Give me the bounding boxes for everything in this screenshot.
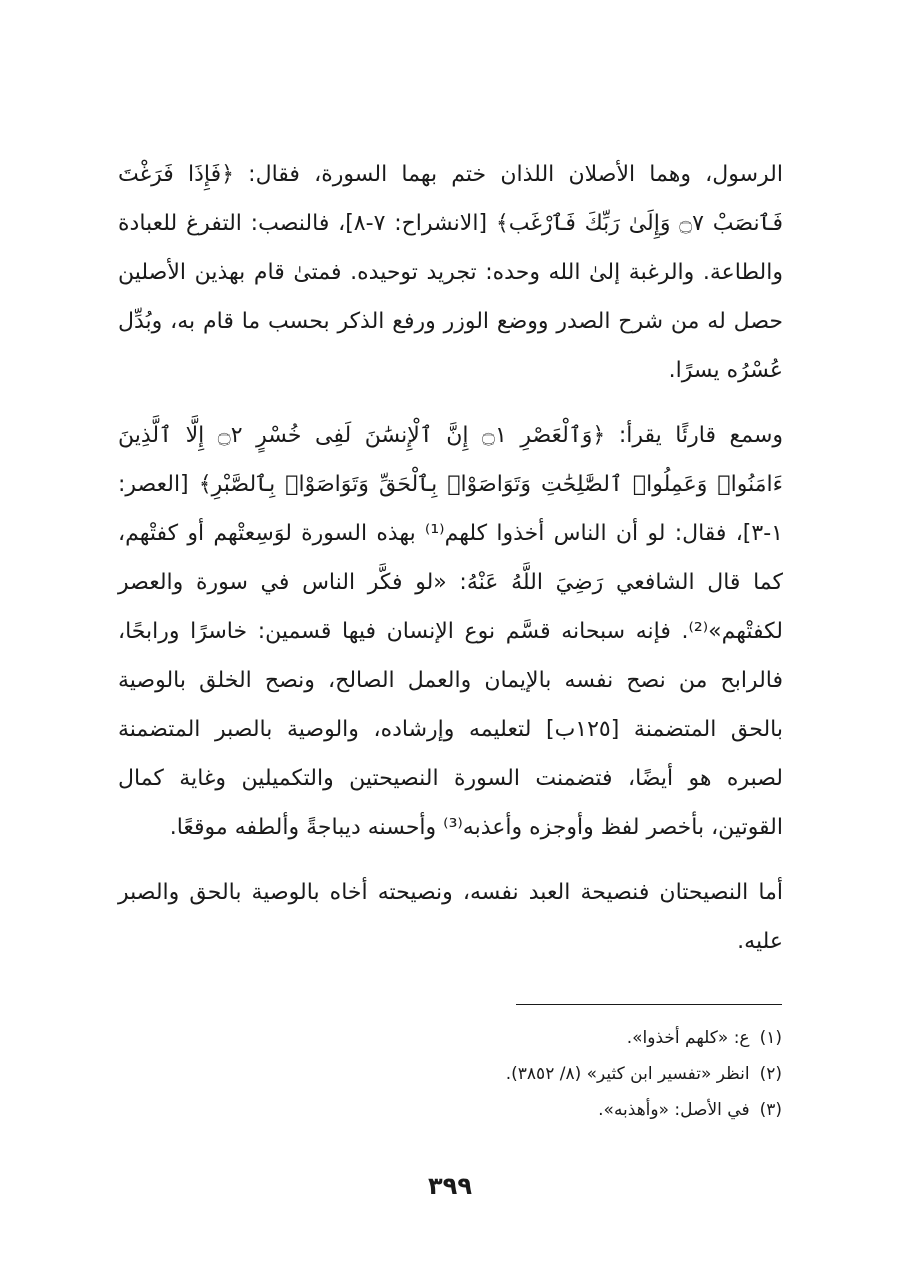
paragraph-2: وسمع قارئًا يقرأ: ﴿وَٱلْعَصْرِ ۝١ إِنَّ ٱلْإِنسَٰنَ لَفِى خُسْرٍ ۝٢ إِلَّا ٱلَّذِينَ ءَامَنُوا۟ وَعَمِلُوا۟ ٱلصَّٰلِحَٰتِ وَتَوَاصَوْا۟ بِٱلْحَقِّ وَتَوَاصَوْا۟ بِٱلصَّبْرِ﴾ [العصر: ١-٣]، فقال: لو أن الناس أخذوا كلهم⁽¹⁾ بهذه السورة لوَسِعتْهم أو كفتْهم، كما قال الشافعي رَضِيَ اللَّهُ عَنْهُ: «لو فكَّر الناس في سورة والعصر لكفتْهم»⁽²⁾. فإنه سبحانه قسَّم نوع الإنسان فيها قسمين: خاسرًا ورابحًا، فالرابح من نصح نفسه بالإيمان والعمل الصالح، ونصح الخلق بالوصية بالحق المتضمنة [١٢٥ب] لتعليمه وإرشاده، والوصية بالصبر المتضمنة لصبره هو أيضًا، فتضمنت السورة النصيحتين والتكميلين وغاية كمال القوتين، بأخصر لفظ وأوجزه وأعذبه⁽³⁾ وأحسنه ديباجةً وألطفه موقعًا. — [118, 423, 784, 840]
footnote-number: (٢) — [759, 1064, 782, 1084]
footnotes — [117, 1020, 782, 1128]
page-number: ٣٩٩ — [428, 1172, 472, 1200]
footnote-text: ع: «كلهم أخذوا». — [626, 1028, 750, 1048]
footnote-text: انظر «تفسير ابن كثير» (٨/ ٣٨٥٢). — [505, 1064, 750, 1084]
footnote-item — [117, 1056, 782, 1092]
footnote-item — [117, 1020, 782, 1056]
footnote-number: (٣) — [759, 1100, 782, 1120]
footnote-divider — [516, 1004, 782, 1005]
page-body — [118, 150, 783, 966]
footnote-number: (١) — [759, 1028, 782, 1048]
footnote-text: في الأصل: «وأهذبه». — [598, 1100, 750, 1120]
paragraph-3: أما النصيحتان فنصيحة العبد نفسه، ونصيحته أخاه بالوصية بالحق والصبر عليه. — [118, 880, 783, 954]
paragraph-1: الرسول، وهما الأصلان اللذان ختم بهما السورة، فقال: ﴿فَإِذَا فَرَغْتَ فَٱنصَبْ ۝٧ وَإِلَىٰ رَبِّكَ فَٱرْغَب﴾ [الانشراح: ٧-٨]، فالنصب: التفرغ للعبادة والطاعة. والرغبة إلىٰ الله وحده: تجريد توحيده. فمتىٰ قام بهذين الأصلين حصل له من شرح الصدر ووضع الوزر ورفع الذكر بحسب ما قام به، وبُدِّل عُسْرُه يسرًا. — [118, 162, 783, 383]
footnote-item — [117, 1092, 782, 1128]
